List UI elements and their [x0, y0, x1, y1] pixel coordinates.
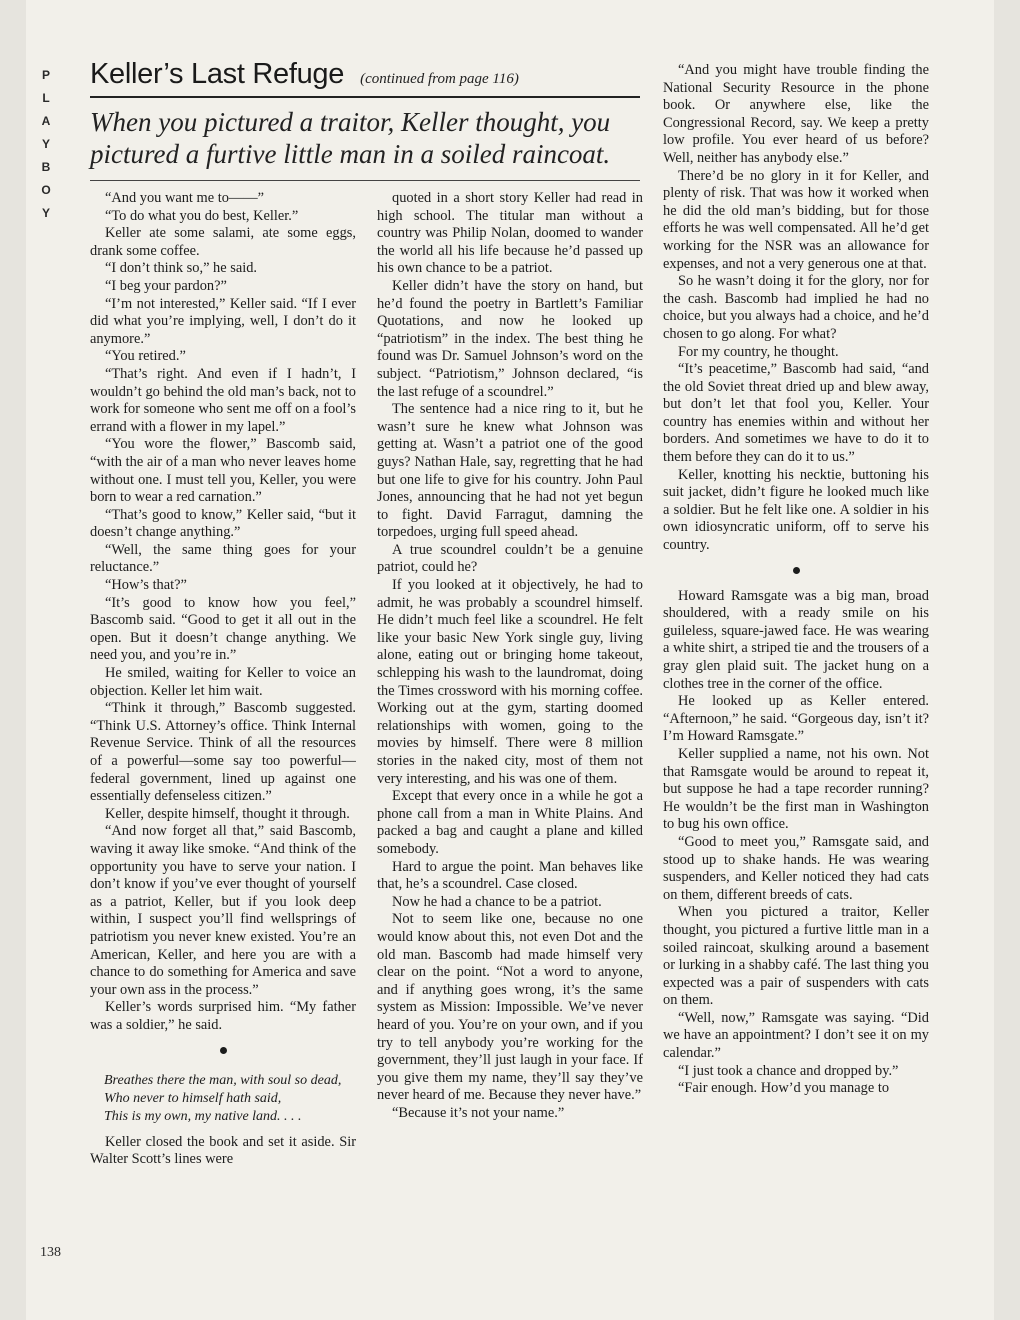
paragraph: “Think it through,” Bascomb suggested. “Think U.S. Attorney’s office. Think Internal Revenue Service. Think of all the resources of a powerful—some say too powerful—federal government, lined up against one essentially defenseless citizen.” — [90, 700, 356, 805]
magazine-letter: A — [41, 114, 51, 128]
paragraph: Keller, knotting his necktie, buttoning his suit jacket, didn’t figure he looked much like a soldier. But he felt like one. A soldier in his own idiosyncratic uniform, off to serve his country. — [663, 466, 929, 554]
paragraph: Keller didn’t have the story on hand, but he’d found the poetry in Bartlett’s Familiar Quotations, and now he looked up “patriotism” in the index. The best thing he found was Dr. Samuel Johnson’s word on the subject. “Patriotism,” Johnson declared, “is the last refuge of a scoundrel.” — [377, 277, 643, 400]
magazine-letter: B — [41, 160, 51, 174]
paragraph: “Well, now,” Ramsgate was saying. “Did we have an appointment? I don’t see it on my calendar.” — [663, 1009, 929, 1062]
text-column-3 — [663, 62, 929, 1272]
paragraph: Not to seem like one, because no one would know about this, not even Dot and the old man. Bascomb had made himself very clear on the point. “Not a word to anyone, and if anything goes wrong, it’s the same system as Mission: Impossible. We’ve never heard of you. You’re on your own, and if you try to tell anybody you’re working for the government, they’ll just laugh in your face. If you give them my name, they’ll say they’ve never heard of me. Because they never have.” — [377, 911, 643, 1104]
verse-line: Who never to himself hath said, — [104, 1090, 282, 1106]
paragraph: He looked up as Keller entered. “Afternoon,” he said. “Gorgeous day, isn’t it? I’m Howard Ramsgate.” — [663, 693, 929, 745]
title-row — [90, 58, 640, 98]
verse-quote — [104, 1072, 356, 1126]
paragraph: “And you might have trouble finding the National Security Resource in the phone book. Or anywhere else, like the Congressional Record, say. We keep a pretty low profile. You ever heard of us before? Well, neither has anybody else.” — [663, 62, 929, 166]
paragraph: Hard to argue the point. Man behaves like that, he’s a scoundrel. Case closed. — [377, 858, 643, 893]
paragraph: “I beg your pardon?” — [105, 277, 227, 294]
paragraph: “And you want me to——” — [105, 190, 265, 206]
magazine-name-vertical — [36, 64, 56, 225]
paragraph: “I just took a chance and dropped by.” — [678, 1062, 899, 1079]
magazine-letter: Y — [41, 206, 50, 220]
paragraph: “It’s good to know how you feel,” Bascomb said. “Good to get it all out in the open. But it doesn’t change anything. We need you, and you’re in.” — [90, 594, 356, 664]
text-column-2 — [377, 190, 643, 1270]
verse-line: This is my own, my native land. . . . — [104, 1108, 302, 1124]
page-number: 138 — [40, 1245, 61, 1260]
paragraph: There’d be no glory in it for Keller, and plenty of risk. That was how it worked when he did the old man’s bidding, but for those efforts he was well compensated. All he’d get working for the NSR was an allowance for expenses, and not a very generous one at that. — [663, 167, 929, 272]
paragraph: “It’s peacetime,” Bascomb had said, “and the old Soviet threat dried up and blew away, but don’t let that fool you, Keller. Your country has enemies within and without her borders. And sometimes we have to do it to them before they can do it to us.” — [663, 361, 929, 466]
paragraph: So he wasn’t doing it for the glory, nor for the cash. Bascomb had implied he had no choice, but you always had a choice, and he’d chosen to go along. For what? — [663, 273, 929, 342]
paragraph: “That’s good to know,” Keller said, “but it doesn’t change anything.” — [90, 506, 356, 541]
paragraph: “I’m not interested,” Keller said. “If I ever did what you’re implying, well, I don’t do it anymore.” — [90, 295, 356, 347]
article-deck: When you pictured a traitor, Keller thought, you pictured a furtive little man in a soiled raincoat. — [90, 107, 611, 169]
magazine-letter: P — [41, 68, 50, 82]
paragraph: Keller closed the book and set it aside. Sir Walter Scott’s lines were — [90, 1133, 356, 1168]
paragraph: “Fair enough. How’d you manage to — [678, 1080, 890, 1097]
paragraph: “Because it’s not your name.” — [392, 1104, 565, 1121]
paragraph: If you looked at it objectively, he had to admit, he was probably a scoundrel himself. He didn’t much feel like a scoundrel. He felt like your basic New York single guy, living alone, eating out or bringing home takeout, schlepping his wash to the laundromat, doing the Times crossword with his morning coffee. Working out at the gym, starting doomed relationships with women, going to the movies by himself. There were 8 million stories in the naked city, most of them not very interesting, and his was one of them. — [377, 577, 643, 787]
paragraph: quoted in a short story Keller had read in high school. The titular man without a country was Philip Nolan, doomed to wander the world all his life because he’d passed up his own chance to be a patriot. — [377, 190, 643, 277]
paragraph: “I don’t think so,” he said. — [105, 260, 258, 277]
paragraph: “You retired.” — [105, 348, 186, 365]
paragraph: Except that every once in a while he got a phone call from a man in White Plains. And packed a bag and caught a plane and killed somebody. — [377, 788, 643, 857]
paragraph: “You wore the flower,” Bascomb said, “with the air of a man who never leaves home without one. I must tell you, Keller, you were born to wear a red carnation.” — [90, 436, 356, 506]
paragraph: For my country, he thought. — [678, 343, 839, 360]
magazine-letter: Y — [41, 137, 50, 151]
paragraph: When you pictured a traitor, Keller thought, you pictured a furtive little man in a soiled raincoat, skulking around a basement or lurking in a shabby café. The last thing you expected was a pair of suspenders with cats on them. — [663, 904, 929, 1009]
section-break-bullet — [220, 1047, 227, 1054]
section-break-bullet — [793, 567, 800, 574]
paragraph: Keller ate some salami, ate some eggs, drank some coffee. — [90, 225, 356, 259]
paragraph: A true scoundrel couldn’t be a genuine patriot, could he? — [377, 541, 643, 576]
paragraph: Howard Ramsgate was a big man, broad shouldered, with a ready smile on his guileless, square-jawed face. He was wearing a white shirt, a striped tie and the trousers of a gray glen plaid suit. The jacket hung on a clothes tree in the corner of the office. — [663, 587, 929, 692]
paragraph: “Well, the same thing goes for your reluctance.” — [90, 541, 356, 576]
article-title: Keller’s Last Refuge — [90, 58, 345, 90]
magazine-letter: O — [41, 183, 51, 197]
paragraph: “Good to meet you,” Ramsgate said, and stood up to shake hands. He was wearing suspenders, and Keller noticed they had cats on them, different breeds of cats. — [663, 833, 929, 903]
page-edge-right — [994, 0, 1020, 1320]
verse-line: Breathes there the man, with soul so dead, — [104, 1072, 342, 1088]
paragraph: “And now forget all that,” said Bascomb, waving it away like smoke. “And think of the opportunity you have to serve your nation. I don’t know if you’ve ever thought of yourself as a patriot, Keller, but if you look deep within, I suspect you’ll find wellsprings of patriotism you never knew existed. You’re an American, Keller, and here you are with a chance to do something for America and save your own ass in the process.” — [90, 823, 356, 998]
paragraph: The sentence had a nice ring to it, but he wasn’t sure he knew what Johnson was getting at. Wasn’t a patriot one of the good guys? Nathan Hale, say, regretting that he had but one life to give for his country. John Paul Jones, announcing that he had not yet begun to fight. David Farragut, damning the torpedoes, urging full speed ahead. — [377, 401, 643, 541]
page-edge-left — [0, 0, 26, 1320]
paragraph: Keller, despite himself, thought it through. — [105, 805, 350, 822]
magazine-letter: L — [42, 91, 50, 105]
paragraph: “That’s right. And even if I hadn’t, I wouldn’t go behind the old man’s back, not to work for someone who sent me off on a fool’s errand with a flower in my lapel.” — [90, 365, 356, 435]
paragraph: “To do what you do best, Keller.” — [105, 207, 299, 224]
paragraph: Now he had a chance to be a patriot. — [392, 893, 602, 910]
paragraph: Keller supplied a name, not his own. Not that Ramsgate would be around to repeat it, but suppose he had a tape recorder running? He wouldn’t be the first man in Washington to bug his own office. — [663, 745, 929, 833]
paragraph: “How’s that?” — [105, 577, 187, 594]
paragraph: He smiled, waiting for Keller to voice an objection. Keller let him wait. — [90, 665, 356, 699]
continued-note: (continued from page 116) — [360, 71, 519, 87]
header-rule — [90, 180, 640, 181]
paragraph: Keller’s words surprised him. “My father was a soldier,” he said. — [90, 999, 356, 1033]
text-column-1 — [90, 190, 356, 1270]
